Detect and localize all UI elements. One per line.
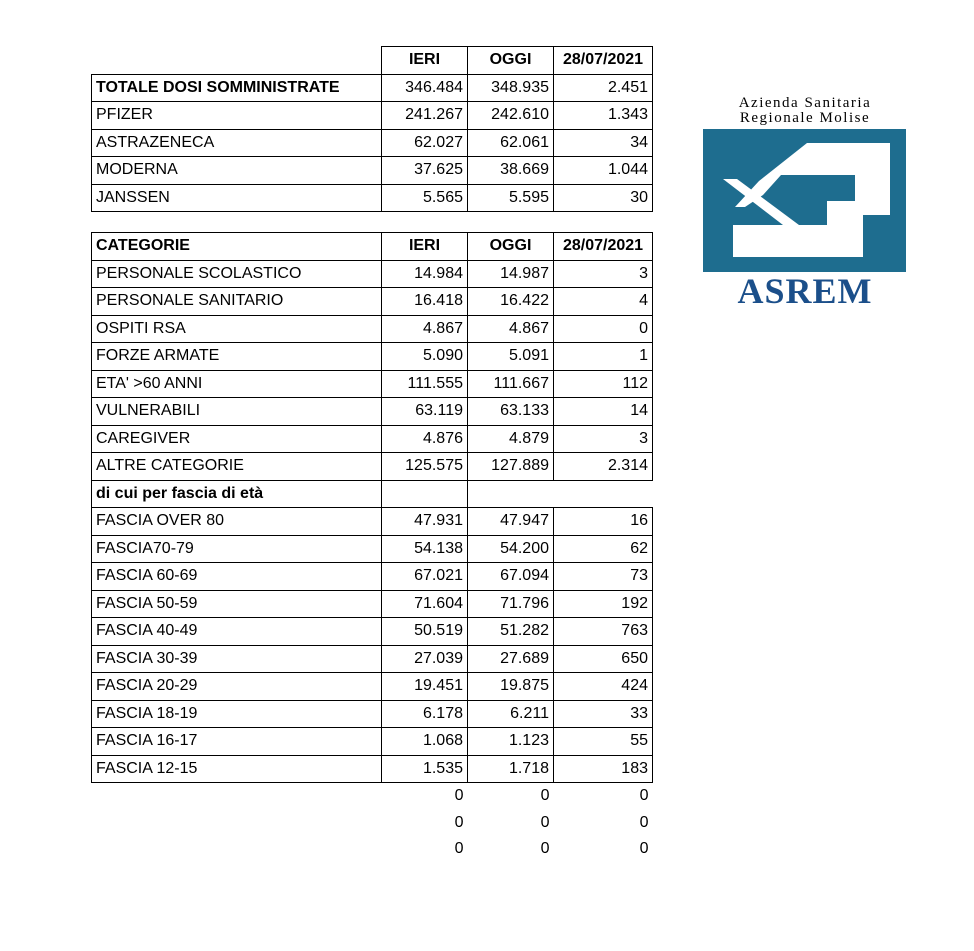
row-label: FASCIA OVER 80 <box>92 508 382 536</box>
row-label: FASCIA 12-15 <box>92 755 382 783</box>
value-ieri: 0 <box>454 787 464 805</box>
value-diff: 1 <box>554 343 653 371</box>
categories-table <box>91 232 653 863</box>
value-diff: 30 <box>554 184 653 212</box>
header-categorie: CATEGORIE <box>92 233 382 261</box>
row-label: JANSSEN <box>92 184 382 212</box>
value-oggi: 16.422 <box>468 288 554 316</box>
age-subheader: di cui per fascia di età <box>92 480 382 508</box>
value-diff: 2.314 <box>554 453 653 481</box>
header-ieri: IERI <box>382 47 468 75</box>
value-ieri: 5.090 <box>382 343 468 371</box>
row-label: VULNERABILI <box>92 398 382 426</box>
row-label: PERSONALE SANITARIO <box>92 288 382 316</box>
row-label: FASCIA 20-29 <box>92 673 382 701</box>
category-row <box>92 260 653 288</box>
age-row <box>92 673 653 701</box>
row-label: FASCIA 18-19 <box>92 700 382 728</box>
value-ieri: 37.625 <box>382 157 468 185</box>
value-diff: 2.451 <box>554 74 653 102</box>
value-diff: 0 <box>639 840 649 858</box>
value-oggi: 63.133 <box>468 398 554 426</box>
doses-row <box>92 129 653 157</box>
header-oggi: OGGI <box>468 233 554 261</box>
value-ieri: 14.984 <box>382 260 468 288</box>
value-ieri: 47.931 <box>382 508 468 536</box>
logo-s-emblem-icon <box>703 129 906 272</box>
row-label: PERSONALE SCOLASTICO <box>92 260 382 288</box>
value-ieri: 241.267 <box>382 102 468 130</box>
value-oggi: 71.796 <box>468 590 554 618</box>
category-row <box>92 398 653 426</box>
category-row <box>92 315 653 343</box>
blank <box>92 810 382 837</box>
row-label: FASCIA70-79 <box>92 535 382 563</box>
value-oggi: 5.091 <box>468 343 554 371</box>
value-oggi: 5.595 <box>468 184 554 212</box>
value-diff: 0 <box>554 315 653 343</box>
row-label: FASCIA 16-17 <box>92 728 382 756</box>
value-diff: 3 <box>554 425 653 453</box>
value-diff: 3 <box>554 260 653 288</box>
blank <box>382 480 468 508</box>
value-diff: 14 <box>554 398 653 426</box>
value-oggi: 111.667 <box>468 370 554 398</box>
value-ieri: 4.867 <box>382 315 468 343</box>
category-row <box>92 425 653 453</box>
age-row <box>92 508 653 536</box>
value-ieri: 62.027 <box>382 129 468 157</box>
blank <box>468 480 554 508</box>
value-diff: 34 <box>554 129 653 157</box>
value-diff: 0 <box>639 813 649 831</box>
age-row <box>92 563 653 591</box>
value-diff: 33 <box>554 700 653 728</box>
value-diff: 62 <box>554 535 653 563</box>
row-label: ASTRAZENECA <box>92 129 382 157</box>
header-date: 28/07/2021 <box>554 233 653 261</box>
value-diff: 763 <box>554 618 653 646</box>
value-ieri: 5.565 <box>382 184 468 212</box>
value-ieri: 63.119 <box>382 398 468 426</box>
value-ieri: 67.021 <box>382 563 468 591</box>
value-oggi: 127.889 <box>468 453 554 481</box>
doses-row <box>92 102 653 130</box>
category-row <box>92 288 653 316</box>
value-oggi: 348.935 <box>468 74 554 102</box>
value-ieri: 1.535 <box>382 755 468 783</box>
header-blank <box>92 47 382 75</box>
value-oggi: 6.211 <box>468 700 554 728</box>
value-oggi: 27.689 <box>468 645 554 673</box>
age-row <box>92 618 653 646</box>
row-label: FORZE ARMATE <box>92 343 382 371</box>
age-row <box>92 535 653 563</box>
value-diff: 650 <box>554 645 653 673</box>
row-label: FASCIA 40-49 <box>92 618 382 646</box>
row-label: CAREGIVER <box>92 425 382 453</box>
age-row <box>92 700 653 728</box>
value-diff: 0 <box>639 787 649 805</box>
blank <box>92 783 382 810</box>
doses-row <box>92 157 653 185</box>
header-date: 28/07/2021 <box>554 47 653 75</box>
category-row <box>92 343 653 371</box>
value-diff: 112 <box>554 370 653 398</box>
value-ieri: 71.604 <box>382 590 468 618</box>
header-oggi: OGGI <box>468 47 554 75</box>
value-diff: 4 <box>554 288 653 316</box>
value-ieri: 1.068 <box>382 728 468 756</box>
value-ieri: 54.138 <box>382 535 468 563</box>
value-oggi: 4.867 <box>468 315 554 343</box>
row-label: TOTALE DOSI SOMMINISTRATE <box>92 74 382 102</box>
value-oggi: 51.282 <box>468 618 554 646</box>
value-ieri: 0 <box>454 813 464 831</box>
header-ieri: IERI <box>382 233 468 261</box>
value-oggi: 62.061 <box>468 129 554 157</box>
asrem-logo <box>700 96 910 311</box>
value-oggi: 19.875 <box>468 673 554 701</box>
logo-name: ASREM <box>737 271 873 311</box>
age-row <box>92 590 653 618</box>
blank <box>554 480 653 508</box>
value-ieri: 16.418 <box>382 288 468 316</box>
value-ieri: 19.451 <box>382 673 468 701</box>
value-ieri: 346.484 <box>382 74 468 102</box>
row-label: ALTRE CATEGORIE <box>92 453 382 481</box>
value-diff: 16 <box>554 508 653 536</box>
value-diff: 424 <box>554 673 653 701</box>
value-oggi: 0 <box>540 787 550 805</box>
value-diff: 55 <box>554 728 653 756</box>
value-diff: 1.343 <box>554 102 653 130</box>
value-ieri: 111.555 <box>382 370 468 398</box>
value-ieri: 0 <box>454 840 464 858</box>
logo-emblem <box>703 129 906 272</box>
logo-line-1: Azienda Sanitaria <box>738 95 872 111</box>
row-label: ETA' >60 ANNI <box>92 370 382 398</box>
doses-row <box>92 74 653 102</box>
value-oggi: 54.200 <box>468 535 554 563</box>
value-ieri: 6.178 <box>382 700 468 728</box>
category-row <box>92 370 653 398</box>
age-row <box>92 645 653 673</box>
value-oggi: 1.718 <box>468 755 554 783</box>
value-oggi: 0 <box>540 813 550 831</box>
extra-row <box>92 783 653 810</box>
row-label: OSPITI RSA <box>92 315 382 343</box>
value-diff: 192 <box>554 590 653 618</box>
logo-line-2: Regionale Molise <box>739 110 871 126</box>
value-oggi: 1.123 <box>468 728 554 756</box>
row-label: FASCIA 60-69 <box>92 563 382 591</box>
value-oggi: 4.879 <box>468 425 554 453</box>
value-diff: 183 <box>554 755 653 783</box>
value-ieri: 50.519 <box>382 618 468 646</box>
value-oggi: 0 <box>540 840 550 858</box>
value-oggi: 38.669 <box>468 157 554 185</box>
doses-row <box>92 184 653 212</box>
value-oggi: 14.987 <box>468 260 554 288</box>
value-oggi: 47.947 <box>468 508 554 536</box>
value-diff: 73 <box>554 563 653 591</box>
extra-row <box>92 810 653 837</box>
category-row <box>92 453 653 481</box>
age-row <box>92 728 653 756</box>
age-row <box>92 755 653 783</box>
value-oggi: 242.610 <box>468 102 554 130</box>
row-label: FASCIA 30-39 <box>92 645 382 673</box>
value-diff: 1.044 <box>554 157 653 185</box>
row-label: PFIZER <box>92 102 382 130</box>
row-label: FASCIA 50-59 <box>92 590 382 618</box>
row-label: MODERNA <box>92 157 382 185</box>
categories-header-row <box>92 233 653 261</box>
value-ieri: 27.039 <box>382 645 468 673</box>
doses-header-row <box>92 47 653 75</box>
blank <box>92 836 382 863</box>
age-subheader-row <box>92 480 653 508</box>
value-ieri: 125.575 <box>382 453 468 481</box>
value-oggi: 67.094 <box>468 563 554 591</box>
value-ieri: 4.876 <box>382 425 468 453</box>
doses-table <box>91 46 653 212</box>
extra-row <box>92 836 653 863</box>
